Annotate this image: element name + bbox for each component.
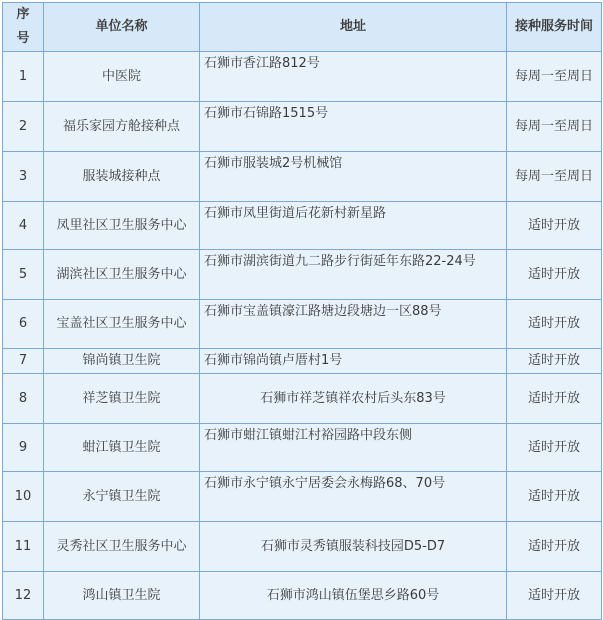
- table-row: [3, 472, 602, 522]
- cell-index: 3: [3, 152, 44, 202]
- cell-time: 每周一至周日: [507, 102, 602, 152]
- table-row: [3, 349, 602, 374]
- cell-address: 石狮市湖滨街道九二路步行街延年东路22-24号: [200, 250, 507, 300]
- table-row: [3, 522, 602, 572]
- cell-name: 湖滨社区卫生服务中心: [44, 250, 200, 300]
- cell-name: 宝盖社区卫生服务中心: [44, 300, 200, 349]
- cell-address: 石狮市鸿山镇伍堡思乡路60号: [200, 572, 507, 620]
- cell-name: 凤里社区卫生服务中心: [44, 202, 200, 250]
- cell-name: 鸿山镇卫生院: [44, 572, 200, 620]
- cell-time: 适时开放: [507, 300, 602, 349]
- table-row: [3, 250, 602, 300]
- header-index: 序号: [3, 3, 44, 52]
- cell-time: 每周一至周日: [507, 152, 602, 202]
- cell-time: 适时开放: [507, 374, 602, 424]
- cell-address: 石狮市永宁镇永宁居委会永梅路68、70号: [200, 472, 507, 522]
- cell-index: 4: [3, 202, 44, 250]
- cell-name: 中医院: [44, 52, 200, 102]
- cell-index: 6: [3, 300, 44, 349]
- cell-name: 蚶江镇卫生院: [44, 424, 200, 472]
- header-address: 地址: [200, 3, 507, 52]
- cell-address: 石狮市宝盖镇濠江路塘边段塘边一区88号: [200, 300, 507, 349]
- cell-time: 每周一至周日: [507, 52, 602, 102]
- cell-name: 锦尚镇卫生院: [44, 349, 200, 374]
- cell-name: 祥芝镇卫生院: [44, 374, 200, 424]
- cell-index: 2: [3, 102, 44, 152]
- table-row: [3, 424, 602, 472]
- table-header-row: [3, 3, 602, 52]
- cell-index: 1: [3, 52, 44, 102]
- cell-time: 适时开放: [507, 250, 602, 300]
- cell-time: 适时开放: [507, 522, 602, 572]
- cell-time: 适时开放: [507, 572, 602, 620]
- cell-index: 11: [3, 522, 44, 572]
- cell-name: 灵秀社区卫生服务中心: [44, 522, 200, 572]
- cell-name: 服装城接种点: [44, 152, 200, 202]
- table-row: [3, 202, 602, 250]
- cell-address: 石狮市灵秀镇服装科技园D5-D7: [200, 522, 507, 572]
- table-row: [3, 300, 602, 349]
- table-row: [3, 52, 602, 102]
- table-row: [3, 102, 602, 152]
- cell-time: 适时开放: [507, 202, 602, 250]
- table-row: [3, 374, 602, 424]
- cell-index: 10: [3, 472, 44, 522]
- cell-address: 石狮市凤里街道后花新村新星路: [200, 202, 507, 250]
- cell-address: 石狮市蚶江镇蚶江村裕园路中段东侧: [200, 424, 507, 472]
- cell-name: 福乐家园方舱接种点: [44, 102, 200, 152]
- table-row: [3, 152, 602, 202]
- table-row: [3, 572, 602, 620]
- cell-index: 9: [3, 424, 44, 472]
- vaccination-sites-table: [2, 2, 602, 620]
- cell-time: 适时开放: [507, 424, 602, 472]
- header-time: 接种服务时间: [507, 3, 602, 52]
- cell-address: 石狮市服装城2号机械馆: [200, 152, 507, 202]
- cell-index: 5: [3, 250, 44, 300]
- cell-address: 石狮市石锦路1515号: [200, 102, 507, 152]
- cell-index: 7: [3, 349, 44, 374]
- cell-address: 石狮市祥芝镇祥农村后头东83号: [200, 374, 507, 424]
- cell-address: 石狮市香江路812号: [200, 52, 507, 102]
- cell-time: 适时开放: [507, 349, 602, 374]
- header-name: 单位名称: [44, 3, 200, 52]
- cell-address: 石狮市锦尚镇卢厝村1号: [200, 349, 507, 374]
- cell-name: 永宁镇卫生院: [44, 472, 200, 522]
- cell-time: 适时开放: [507, 472, 602, 522]
- cell-index: 8: [3, 374, 44, 424]
- cell-index: 12: [3, 572, 44, 620]
